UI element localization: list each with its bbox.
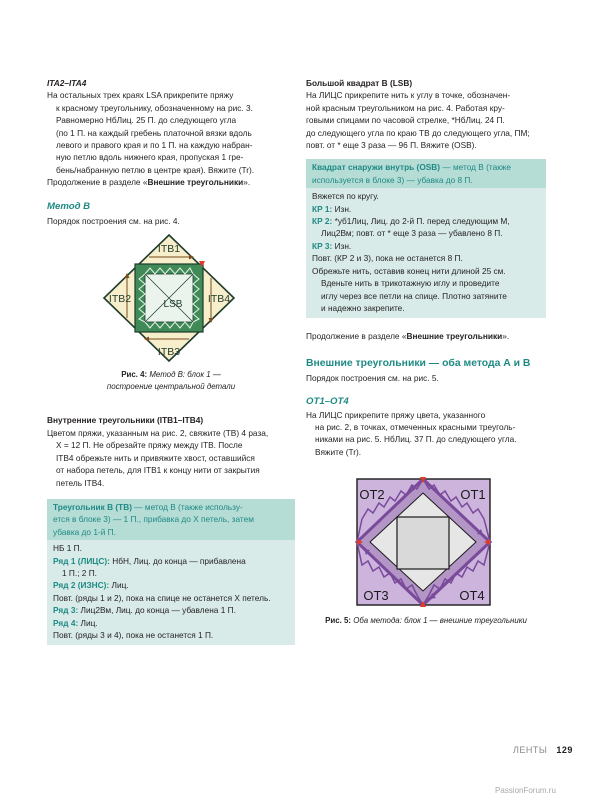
- outer-heading: Внешние треугольники — оба метода А и В: [306, 357, 531, 369]
- tb-row-1-cont: 1 П.; 2 П.: [62, 567, 97, 578]
- ot-line: Вяжите (Tr).: [315, 446, 362, 457]
- right-continue-note: Продолжение в разделе «Внешние треугольники».: [306, 331, 510, 342]
- tb-nb: НБ 1 П.: [53, 543, 82, 554]
- fig5-caption: Рис. 5: Оба метода: блок 1 — внешние треугольники: [325, 616, 527, 626]
- inner-line: петель ITB4.: [56, 477, 105, 488]
- osb-box-title-line: используется в блоке 3) — убавка до 8 П.: [312, 174, 473, 185]
- ot-line: никами на рис. 5. НбЛиц. 37 П. до следующего угла.: [315, 434, 517, 445]
- big-square-line: говыми спицами по часовой стрелке, *НбЛиц. 24 П.: [306, 115, 505, 126]
- tb-repeat-2: Повт. (ряды 3 и 4), пока не останется 1 П.: [53, 629, 214, 640]
- ot-line: на рис. 2, в точках, отмеченных красными треуголь-: [315, 421, 516, 432]
- inner-paragraph: [47, 427, 295, 489]
- outer-text: Порядок построения см. на рис. 5.: [306, 372, 439, 383]
- tb-box-title-line: убавка до 1-й П.: [53, 526, 116, 537]
- ita-line: Равномерно НбЛиц. 25 П. до следующего угла: [56, 115, 237, 126]
- ita-line: бень/набранную петлю в центре края). Вяжите (Tr).: [56, 164, 255, 175]
- left-column: [47, 77, 295, 645]
- tb-box-header: Треугольник В (TB) — метод В (также использу- ется в блоке 3) — 1 П., прибавка до Х петель, затем убавка до 1-й П.: [47, 499, 295, 540]
- footer-section: ЛЕНТЫ: [513, 745, 548, 755]
- osb-box-body: [306, 188, 546, 318]
- continue-note: Продолжение в разделе «Внешние треугольники».: [47, 177, 251, 188]
- fig4-label-itb2: ITB2: [108, 293, 132, 306]
- fig4-caption-line1: Рис. 4: Метод В: блок 1 —: [121, 370, 221, 380]
- inner-line: от набора петель, для ITB1 к концу нити от закрытия: [56, 465, 260, 476]
- ot-line: На ЛИЦС прикрепите пряжу цвета, указанного: [306, 409, 486, 420]
- big-square-line: На ЛИЦС прикрепите нить к углу в точке, обозначен-: [306, 90, 511, 101]
- fig5-center-square: [397, 517, 449, 569]
- osb-cut-line: иглу через все петли на спице. Плотно затяните: [321, 290, 507, 301]
- tb-row-3: Ряд 3: Лиц2Вм, Лиц. до конца — убавлена 1 П.: [53, 605, 236, 616]
- figure-5-diagram: [306, 477, 546, 607]
- inner-line: Цветом пряжи, указанным на рис. 2, свяжите (TB) 4 раза,: [47, 427, 269, 438]
- ita-line: На остальных трех краях LSA прикрепите пряжу: [47, 90, 234, 101]
- page-number: 129: [556, 745, 573, 755]
- osb-cut-line: и надежно закрепите.: [321, 302, 405, 313]
- tb-row-4: Ряд 4: Лиц.: [53, 617, 98, 628]
- ot-paragraph: [306, 409, 546, 459]
- fig5-label-ot2: OT2: [359, 487, 385, 503]
- fig5-label-ot3: OT3: [363, 588, 389, 604]
- page-footer: [513, 744, 573, 756]
- right-column: [306, 77, 546, 627]
- osb-kr2: КР 2: *уб1Лиц, Лиц. до 2-й П. перед следующим М,: [312, 216, 510, 227]
- ot-heading: OT1–OT4: [306, 396, 349, 408]
- big-square-paragraph: [306, 89, 546, 151]
- osb-cut-line: Обрежьте нить, оставив конец нити длиной 25 см.: [312, 265, 506, 276]
- figure-4-diagram: [47, 233, 295, 363]
- tb-box-body: [47, 540, 295, 645]
- method-b-heading: Метод В: [47, 200, 91, 212]
- ita-line: к красному треугольнику, обозначенному на рис. 3.: [56, 102, 253, 113]
- tb-repeat-1: Повт. (ряды 1 и 2), пока на спице не останется Х петель.: [53, 592, 271, 603]
- osb-box-header: Квадрат снаружи внутрь (OSB) — метод В (также используется в блоке 3) — убавка до 8 П.: [306, 159, 546, 188]
- ita-heading: ITA2–ITA4: [47, 78, 87, 88]
- ita-line: (по 1 П. на каждый гребень платочной вязки вдоль: [56, 127, 252, 138]
- ita-paragraph: [47, 89, 295, 176]
- osb-kr3: КР 3: Изн.: [312, 240, 352, 251]
- fig4-label-itb4: ITB4: [207, 293, 231, 306]
- watermark: PassionForum.ru: [495, 786, 556, 795]
- ita-line: левого и правого края и по 1 П. на каждую набран-: [56, 140, 253, 151]
- ita-line: ную петлю вдоль нижнего края, пропуская 1 гре-: [56, 152, 244, 163]
- figure-5: [306, 477, 546, 607]
- fig4-label-itb3: ITB3: [157, 346, 181, 359]
- big-square-heading: Большой квадрат В (LSB): [306, 78, 413, 88]
- figure-4: [47, 233, 295, 363]
- big-square-line: до следующего угла по краю TB до следующего угла, ПМ;: [306, 127, 530, 138]
- tb-box-title-line: ется в блоке 3) — 1 П., прибавка до Х петель, затем: [53, 514, 254, 525]
- tb-box: [47, 499, 295, 645]
- fig5-label-ot4: OT4: [459, 588, 485, 604]
- method-b-text: Порядок построения см. на рис. 4.: [47, 216, 180, 227]
- osb-line: Вяжется по кругу.: [312, 191, 379, 202]
- osb-repeat: Повт. (КР 2 и 3), пока не останется 8 П.: [312, 253, 463, 264]
- fig4-caption-line2: построение центральной детали: [106, 381, 236, 391]
- osb-kr2-cont: Лиц2Вм; повт. от * еще 3 раза — убавлено 8 П.: [321, 228, 503, 239]
- tb-row-1: Ряд 1 (ЛИЦС): НбН, Лиц. до конца — прибавлена: [53, 555, 246, 566]
- osb-box: [306, 159, 546, 318]
- big-square-line: повт. от * еще 3 раза — 96 П. Вяжите (OSB).: [306, 140, 477, 151]
- tb-row-2: Ряд 2 (ИЗНС): Лиц.: [53, 580, 129, 591]
- osb-kr1: КР 1: Изн.: [312, 203, 352, 214]
- fig4-label-lsb: LSB: [163, 299, 183, 311]
- inner-heading: Внутренние треугольники (ITB1–ITB4): [47, 415, 204, 426]
- fig5-label-ot1: OT1: [460, 487, 486, 503]
- inner-line: ITB4 обрежьте нить и привяжите хвост, оставшийся: [56, 452, 255, 463]
- fig4-label-itb1: ITB1: [157, 243, 181, 256]
- big-square-line: ной красным треугольником на рис. 4. Работая кру-: [306, 102, 505, 113]
- osb-cut-line: Вденьте нить в трикотажную иглу и проведите: [321, 278, 500, 289]
- inner-line: Х = 12 П. Не обрезайте пряжу между ITB. После: [56, 440, 243, 451]
